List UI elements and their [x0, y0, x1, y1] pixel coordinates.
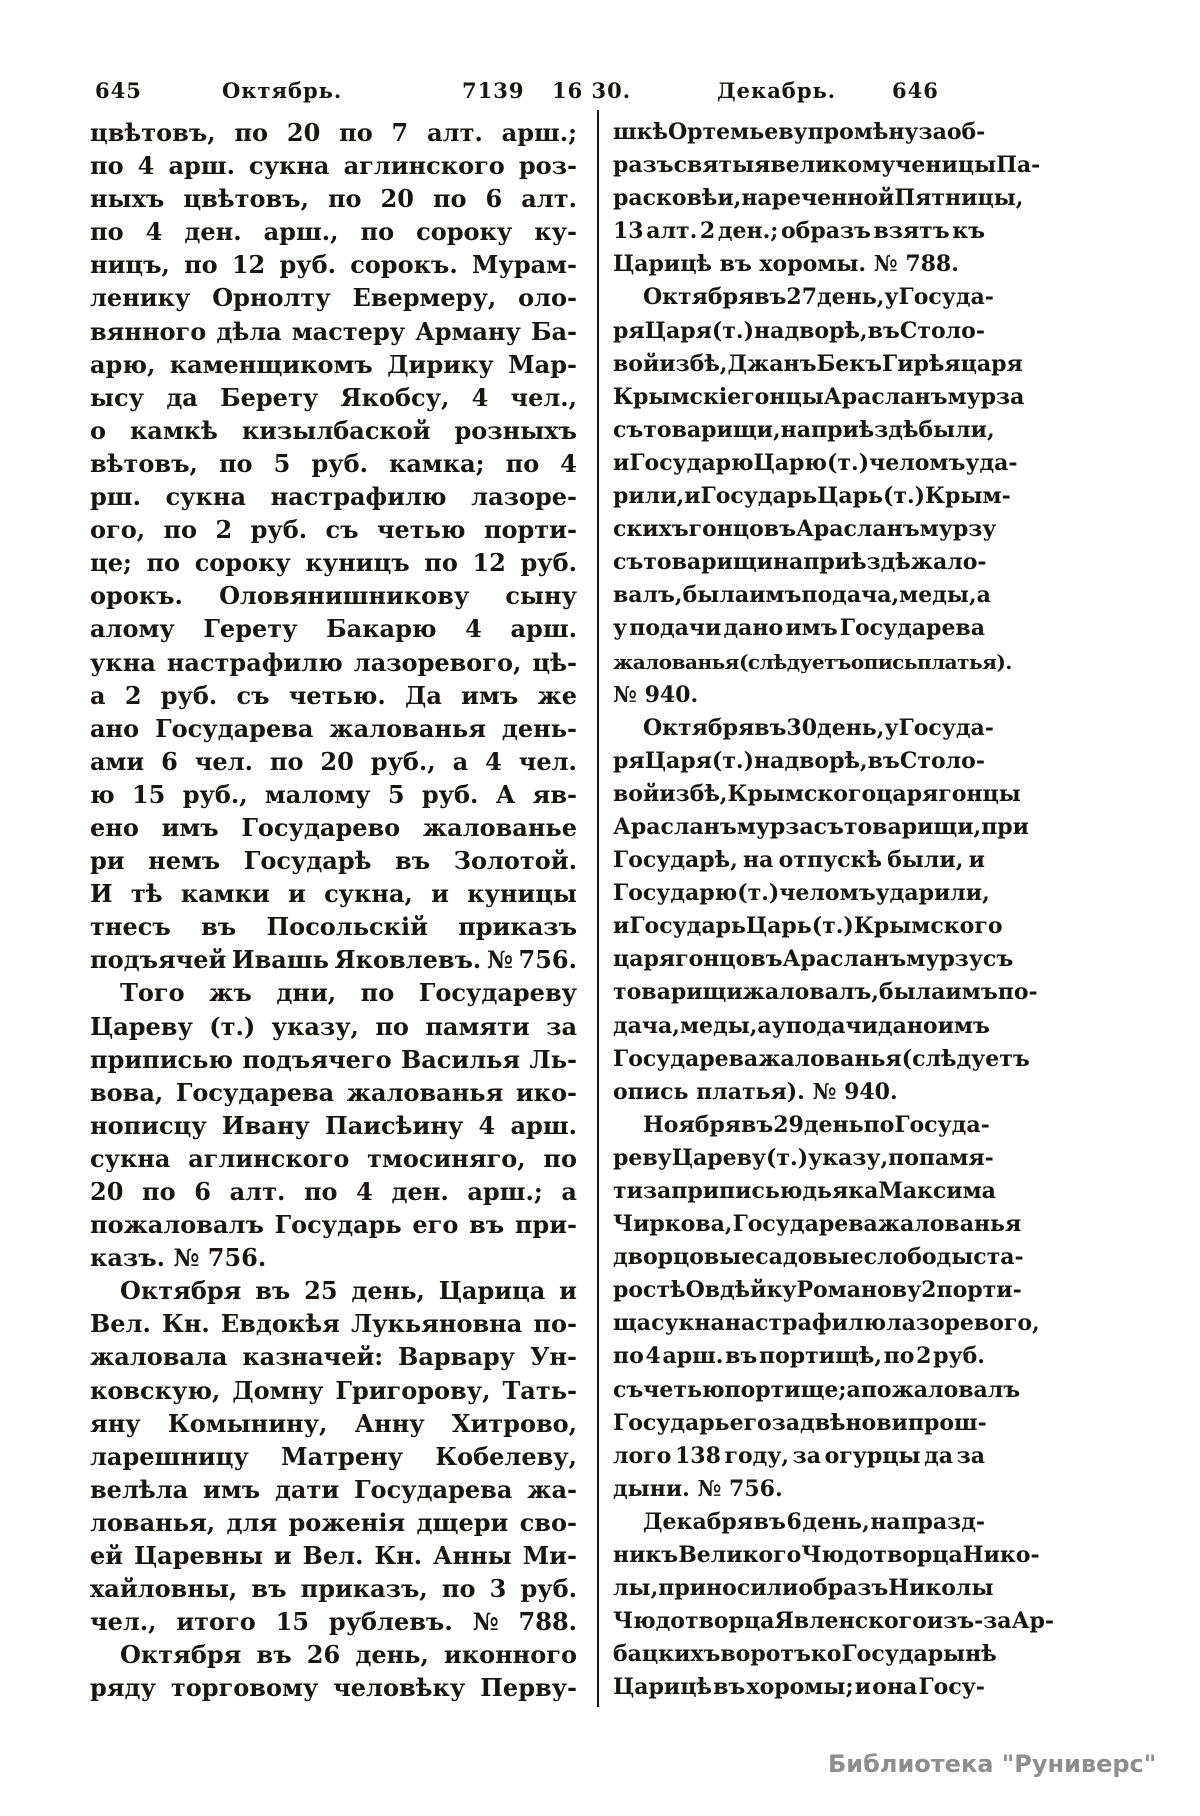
text-line: ысу да Берету Якобсу, 4 чел., — [90, 382, 577, 412]
text-line: лы, приносили образъ Николы — [613, 1575, 994, 1602]
text-line: Крымскіе гонцы Арасланъ мурза — [613, 383, 1025, 410]
library-watermark: Библиотека "Руниверс" — [828, 1750, 1157, 1778]
text-line: валъ, была имъ подача, меды, а — [613, 582, 991, 609]
text-line: Арасланъ мурза съ товарищи, при — [613, 813, 1029, 840]
text-line: ря Царя (т.) на дворѣ, въ Столо- — [613, 747, 985, 774]
text-line: рили, и Государь Царь (т.) Крым- — [613, 483, 1011, 510]
text-line: бацкихъ воротъ ко Государынѣ — [613, 1641, 997, 1668]
text-line: Цареву (т.) указу, по памяти за — [90, 1011, 577, 1041]
text-line: велѣла имъ дати Государева жа- — [90, 1474, 577, 1504]
text-line: у подачи дано имъ Государева — [613, 615, 985, 642]
text-line: шкѣ Ортемьеву промѣну за об- — [613, 119, 986, 145]
text-line: лованья, для роженія дщери сво- — [90, 1507, 577, 1537]
text-line: ларешницу Матрену Кобелеву, — [90, 1441, 577, 1471]
text-line: Ноября въ 29 день по Госуда- — [643, 1111, 990, 1138]
text-line: дворцовые садовые слободы ста- — [613, 1244, 1024, 1271]
text-line: Государева жалованья (слѣдуетъ — [613, 1045, 1030, 1072]
text-line: алому Герету Бакарю 4 арш. — [90, 614, 577, 644]
text-line: Чюдотворца Явленского изъ-за Ар- — [613, 1608, 1054, 1635]
text-line: разъ святыя великомученицы Па- — [613, 152, 1041, 179]
text-line: № 940. — [613, 681, 699, 708]
page-number-right: 646 — [892, 78, 939, 103]
text-line: чел., итого 15 рублевъ. № 788. — [90, 1607, 577, 1637]
text-line: тнесъ въ Посольскій приказъ — [90, 912, 577, 942]
year-ad: 16 30. — [552, 78, 632, 103]
left-text-column — [90, 116, 577, 1705]
text-line: вова, Государева жалованья ико- — [90, 1077, 577, 1107]
year-anno-mundi: 7139 — [462, 78, 525, 103]
text-line: Октября въ 26 день, иконного — [120, 1640, 577, 1670]
text-line: вой избѣ, Крымского царя гонцы — [613, 780, 1021, 807]
running-title-month-right: Декабрь. — [717, 78, 837, 103]
text-line: ю 15 руб., малому 5 руб. А яв- — [90, 779, 577, 809]
text-line: съ четью портище; а пожаловалъ — [613, 1376, 1021, 1403]
text-line: и Государю Царю (т.) челомъ уда- — [613, 449, 1018, 476]
text-line: це; по сороку куницъ по 12 руб. — [90, 548, 577, 578]
text-line: ти за приписью дьяка Максима — [613, 1178, 996, 1204]
page-number-left: 645 — [95, 78, 142, 103]
text-line: Царицѣ въ хоромы; и она Госу- — [613, 1674, 985, 1701]
text-line: ри немъ Государѣ въ Золотой. — [90, 846, 577, 876]
text-line: Декабря въ 6 день, на празд- — [643, 1508, 985, 1535]
text-line: приписью подъячего Василья Ль- — [90, 1044, 577, 1074]
text-line: Царицѣ въ хоромы. № 788. — [613, 251, 959, 278]
text-line: Государь его за двѣ нови прош- — [613, 1409, 987, 1436]
column-divider-rule — [597, 110, 599, 1707]
text-line: ряду торговому человѣку Перву- — [90, 1673, 577, 1703]
text-line: дыни. № 756. — [613, 1475, 783, 1502]
text-line: Государѣ, на отпускѣ были, и — [613, 847, 985, 874]
text-line: съ товарищи на приѣздѣ жало- — [613, 549, 987, 576]
text-line: Вел. Кн. Евдокѣя Лукьяновна по- — [90, 1309, 577, 1339]
text-line: ей Царевны и Вел. Кн. Анны Ми- — [90, 1541, 577, 1571]
text-line: вѣтовъ, по 5 руб. камка; по 4 — [90, 448, 577, 478]
text-line: сукна аглинского тмосиняго, по — [90, 1143, 577, 1173]
text-line: опись платья). № 940. — [613, 1078, 898, 1105]
text-line: подъячей Ивашь Яковлевъ. № 756. — [90, 945, 577, 975]
text-line: вой избѣ, Джанъ Бекъ Гирѣя царя — [613, 350, 1023, 377]
text-line: яну Комынину, Анну Хитрово, — [90, 1408, 577, 1438]
text-line: 13 алт. 2 ден.; образъ взятъ къ — [613, 218, 985, 245]
right-text-column — [613, 116, 1054, 1705]
text-line: Того жъ дни, по Государеву — [120, 978, 577, 1008]
text-line: ого, по 2 руб. съ четью порти- — [90, 515, 577, 545]
text-line: ростѣ Овдѣйку Романову 2 порти- — [613, 1277, 1022, 1304]
text-line: пожаловалъ Государь его въ при- — [90, 1210, 577, 1240]
text-line: ря Царя (т.) на дворѣ, въ Столо- — [613, 317, 985, 344]
text-line: царя гонцовъ Арасланъ мурзу съ — [613, 946, 1014, 973]
text-line: по 4 арш. сукна аглинского роз- — [90, 151, 577, 181]
text-line: 20 по 6 алт. по 4 ден. арш.; а — [90, 1177, 577, 1206]
text-line: ныхъ цвѣтовъ, по 20 по 6 алт. — [90, 184, 577, 214]
text-line: вянного дѣла мастеру Арману Ба- — [90, 316, 577, 346]
text-line: лого 138 году, за огурцы да за — [613, 1442, 985, 1469]
text-line: нописцу Ивану Паисѣину 4 арш. — [90, 1110, 577, 1140]
text-line: реву Цареву (т.) указу, по памя- — [613, 1144, 994, 1171]
text-line: Октября въ 25 день, Царица и — [120, 1276, 577, 1306]
text-line: жалованья (слѣдуетъ опись платья). — [613, 649, 1012, 674]
text-line: ницъ, по 12 руб. сорокъ. Мурам- — [90, 250, 577, 280]
text-line: ковскую, Домну Григорову, Тать- — [90, 1375, 577, 1405]
text-line: ено имъ Государево жалованье — [90, 812, 577, 842]
text-line: никъ Великого Чюдотворца Нико- — [613, 1542, 1040, 1569]
text-line: ща сукна настрафилю лазоревого, — [613, 1310, 1040, 1337]
text-line: ленику Орнолту Евермеру, оло- — [90, 283, 577, 313]
text-line: съ товарищи, на приѣздѣ были, — [613, 416, 995, 443]
text-line: расковѣи, нареченной Пятницы, — [613, 185, 1024, 212]
text-line: рш. сукна настрафилю лазоре- — [90, 482, 577, 512]
running-title-month-left: Октябрь. — [222, 78, 343, 103]
text-line: Октября въ 27 день, у Госуда- — [643, 284, 994, 311]
text-line: ано Государева жалованья день- — [90, 713, 577, 743]
text-line: товарищи жаловалъ, была имъ по- — [613, 979, 1038, 1006]
text-line: Государю (т.) челомъ ударили, — [613, 880, 990, 907]
text-line: укна настрафилю лазоревого, цѣ- — [90, 647, 577, 677]
text-line: по 4 ден. арш., по сороку ку- — [90, 217, 577, 247]
text-line: ами 6 чел. по 20 руб., а 4 чел. — [90, 746, 577, 776]
text-line: по 4 арш. въ портищѣ, по 2 руб. — [613, 1343, 985, 1370]
text-line: орокъ. Оловянишникову сыну — [90, 581, 577, 611]
text-line: Чиркова, Государева жалованья — [613, 1211, 1022, 1238]
text-line: арю, каменщикомъ Дирику Мар- — [90, 349, 577, 379]
text-line: казъ. № 756. — [90, 1243, 267, 1273]
text-line: Октября въ 30 день, у Госуда- — [643, 714, 994, 741]
text-line: и Государь Царь (т.) Крымского — [613, 913, 1003, 940]
text-line: а 2 руб. съ четью. Да имъ же — [90, 680, 577, 710]
text-line: цвѣтовъ, по 20 по 7 алт. арш.; — [90, 118, 577, 147]
text-line: о камкѣ кизылбаской розныхъ — [90, 415, 577, 445]
text-line: дача, меды, а у подачи дано имъ — [613, 1012, 990, 1039]
text-line: скихъ гонцовъ Арасланъ мурзу — [613, 516, 997, 543]
text-line: жаловала казначей: Варвару Ун- — [90, 1342, 577, 1372]
text-line: хайловны, въ приказъ, по 3 руб. — [90, 1574, 577, 1604]
text-line: И тѣ камки и сукна, и куницы — [90, 879, 577, 909]
